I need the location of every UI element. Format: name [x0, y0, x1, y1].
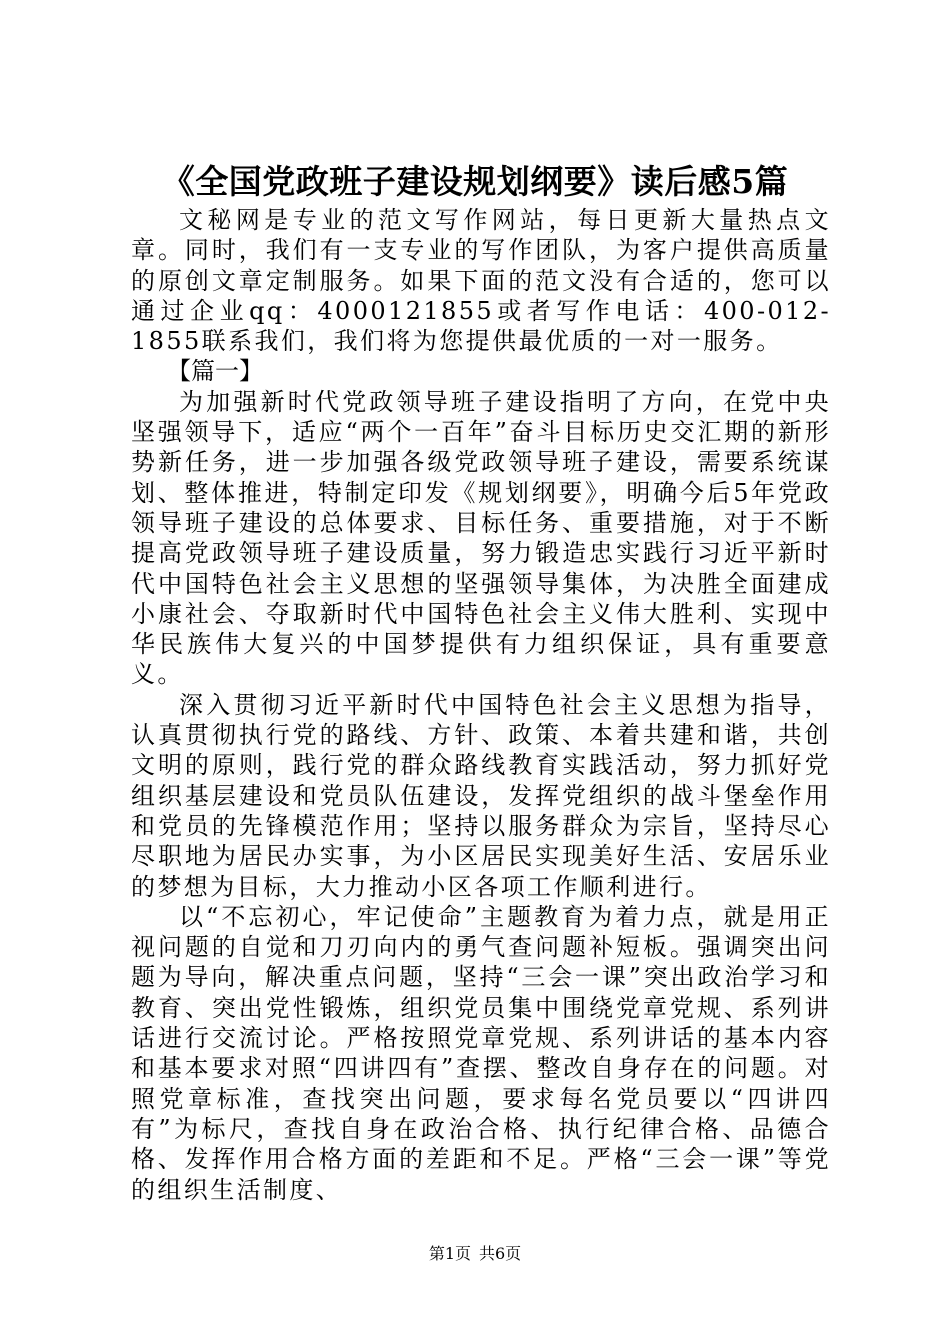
intro-paragraph: 文秘网是专业的范文写作网站，每日更新大量热点文章。同时，我们有一支专业的写作团队，为客户提供高质量的原创文章定制服务。如果下面的范文没有合适的，您可以通过企业qq：4000121855或者写作电话：400-012-1855联系我们，我们将为您提供最优质的一对一服务。 [131, 206, 831, 356]
body-paragraph: 深入贯彻习近平新时代中国特色社会主义思想为指导，认真贯彻执行党的路线、方针、政策、本着共建和谐，共创文明的原则，践行党的群众路线教育实践活动，努力抓好党组织基层建设和党员队伍建设，发挥党组织的战斗堡垒作用和党员的先锋模范作用；坚持以服务群众为宗旨，坚持尽心尽职地为居民办实事，为小区居民实现美好生活、安居乐业的梦想为目标，大力推动小区各项工作顺利进行。 [131, 690, 831, 901]
document-body [131, 205, 831, 1205]
document-title: 《全国党政班子建设规划纲要》读后感5篇 [161, 162, 789, 201]
page-footer [0, 1244, 950, 1264]
body-paragraph: 以“不忘初心，牢记使命”主题教育为着力点，就是用正视问题的自觉和刀刃向内的勇气查问题补短板。强调突出问题为导向，解决重点问题，坚持“三会一课”突出政治学习和教育、突出党性锻炼，组织党员集中围绕党章党规、系列讲话进行交流讨论。严格按照党章党规、系列讲话的基本内容和基本要求对照“四讲四有”查摆、整改自身存在的问题。对照党章标准，查找突出问题，要求每名党员要以“四讲四有”为标尺，查找自身在政治合格、执行纪律合格、品德合格、发挥作用合格方面的差距和不足。严格“三会一课”等党的组织生活制度、 [131, 902, 831, 1204]
page-number: 第1页 [428, 1244, 471, 1263]
section-heading: 【篇一】 [167, 357, 263, 386]
body-paragraph: 为加强新时代党政领导班子建设指明了方向，在党中央坚强领导下，适应“两个一百年”奋斗目标历史交汇期的新形势新任务，进一步加强各级党政领导班子建设，需要系统谋划、整体推进，特制定印发《规划纲要》，明确今后5年党政领导班子建设的总体要求、目标任务、重要措施，对于不断提高党政领导班子建设质量，努力锻造忠实践行习近平新时代中国特色社会主义思想的坚强领导集体，为决胜全面建成小康社会、夺取新时代中国特色社会主义伟大胜利、实现中华民族伟大复兴的中国梦提供有力组织保证，具有重要意义。 [131, 387, 831, 689]
page-total: 共6页 [479, 1244, 522, 1263]
